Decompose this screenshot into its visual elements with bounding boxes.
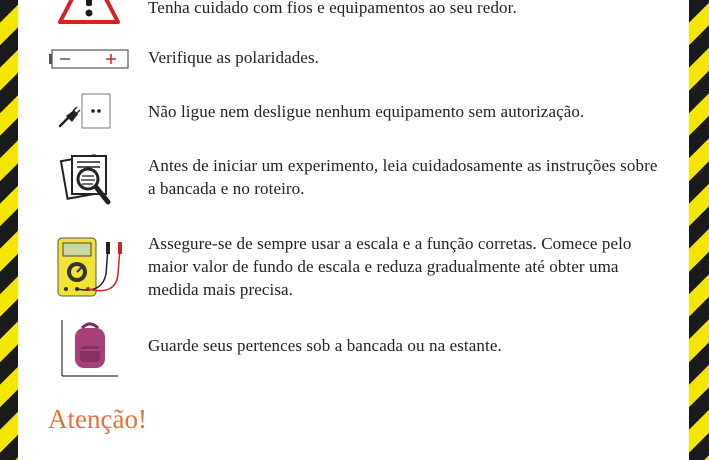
plug-socket-icon	[56, 90, 112, 134]
hazard-stripe-left	[0, 0, 18, 460]
rule-text-instructions: Antes de iniciar um experimento, leia cuidadosamente as instruções sobre a bancada e no roteiro.	[148, 156, 658, 198]
rule-text-cables: Tenha cuidado com fios e equipamentos ao seu redor.	[148, 0, 517, 17]
rule-text-belongings: Guarde seus pertences sob a bancada ou na estante.	[148, 336, 502, 355]
rule-text-polarity: Verifique as polaridades.	[148, 48, 320, 67]
rule-item-polarity	[18, 40, 689, 80]
rule-item-authorization	[18, 88, 689, 138]
battery-icon	[48, 46, 132, 72]
warning-triangle-icon	[58, 0, 120, 26]
rule-item-instructions	[18, 150, 689, 210]
multimeter-icon	[56, 234, 128, 300]
rule-text-authorization: Não ligue nem desligue nenhum equipamento sem autorização.	[148, 102, 585, 121]
document-magnifier-icon	[58, 152, 118, 208]
rule-item-belongings	[18, 316, 689, 380]
hazard-stripe-right	[689, 0, 709, 460]
safety-rules-panel	[18, 0, 689, 460]
attention-heading: Atenção!	[48, 404, 147, 434]
rule-item-scale	[18, 230, 689, 302]
rule-item-cables	[18, 0, 689, 30]
backpack-icon	[58, 318, 120, 380]
rule-text-scale: Assegure-se de sempre usar a escala e a função corretas. Comece pelo maior valor de fundo de escala e reduza gradualmente até obter uma medida mais precisa.	[148, 234, 632, 299]
